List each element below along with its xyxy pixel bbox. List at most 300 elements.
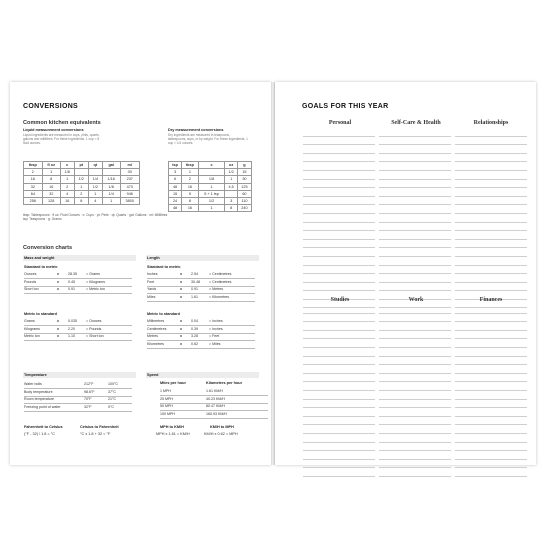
conversion-cell: x xyxy=(57,326,59,331)
writing-line[interactable] xyxy=(455,137,527,146)
writing-line[interactable] xyxy=(303,357,375,366)
writing-line[interactable] xyxy=(303,314,375,323)
conversion-cell: = Grams xyxy=(86,272,100,276)
table-cell: 5 + 1 tsp xyxy=(198,190,225,197)
writing-line[interactable] xyxy=(455,339,527,348)
table-cell: 8 xyxy=(42,176,60,183)
writing-line[interactable] xyxy=(455,248,527,257)
liquid-desc: Liquid ingredients are measured in cups, pints, quarts, gallons and millilitres. For these ingredients, 1 cup = 8 fluid ounces. xyxy=(23,133,100,145)
table-cell: 1 xyxy=(198,205,225,212)
table-cell: 1 xyxy=(60,176,74,183)
column-self-care: Self-Care & Health xyxy=(391,120,441,126)
writing-line[interactable] xyxy=(455,322,527,331)
table-row xyxy=(169,197,252,204)
conversion-cell: = Metres xyxy=(209,287,224,291)
writing-line[interactable] xyxy=(303,391,375,400)
writing-line[interactable] xyxy=(455,417,527,426)
length-sub2: Metric to standard xyxy=(147,312,180,316)
writing-line[interactable] xyxy=(455,468,527,477)
conversion-cell: = Kilometres xyxy=(209,294,230,299)
conversion-row xyxy=(24,404,134,411)
table-header-row xyxy=(24,162,140,169)
writing-line[interactable] xyxy=(379,223,451,232)
writing-line[interactable] xyxy=(455,451,527,460)
writing-line[interactable] xyxy=(303,382,375,391)
conversion-cell: = Kilograms xyxy=(86,279,106,284)
table-cell: 1 xyxy=(182,169,199,176)
conversion-cell: x xyxy=(180,319,182,323)
table-row xyxy=(24,190,140,197)
conversion-cell: x xyxy=(57,272,59,276)
personal-lines[interactable] xyxy=(303,128,375,308)
conversion-cell: Metres xyxy=(147,334,158,338)
writing-line[interactable] xyxy=(379,460,451,469)
writing-line[interactable] xyxy=(303,417,375,426)
conversion-row xyxy=(147,286,257,293)
conversion-cell: = Inches xyxy=(209,326,223,331)
table-cell: 1 xyxy=(88,190,102,197)
table-row xyxy=(24,169,140,176)
writing-line[interactable] xyxy=(379,408,451,417)
conversion-cell: 30.48 xyxy=(191,279,200,284)
conversion-cell: 80.47 KM/H xyxy=(206,404,225,408)
to-kmh-formula: MPH x 1.61 = KM/H xyxy=(156,432,190,436)
speed-col1: Miles per hour xyxy=(160,381,186,385)
dry-table xyxy=(168,161,252,212)
conversion-cell: 50 MPH xyxy=(160,404,173,408)
table-cell: 256 xyxy=(24,197,43,204)
table-cell xyxy=(74,169,88,176)
writing-line[interactable] xyxy=(303,128,375,137)
table-cell xyxy=(102,169,120,176)
writing-line[interactable] xyxy=(303,171,375,180)
table-cell: 1/2 xyxy=(225,169,237,176)
to-mph-label: KM/H to MPH xyxy=(210,425,234,429)
writing-line[interactable] xyxy=(303,443,375,452)
table-cell: 946 xyxy=(120,190,139,197)
table-row xyxy=(169,183,252,190)
writing-line[interactable] xyxy=(303,434,375,443)
writing-line[interactable] xyxy=(379,137,451,146)
writing-line[interactable] xyxy=(455,357,527,366)
writing-line[interactable] xyxy=(379,468,451,477)
length-header: Length xyxy=(146,255,259,261)
writing-line[interactable] xyxy=(379,283,451,292)
writing-line[interactable] xyxy=(303,468,375,477)
writing-line[interactable] xyxy=(455,154,527,163)
writing-line[interactable] xyxy=(303,240,375,249)
writing-line[interactable] xyxy=(379,205,451,214)
row-divider xyxy=(24,411,132,412)
table-cell: 8 xyxy=(225,205,237,212)
finances-lines[interactable] xyxy=(455,305,527,477)
table-cell: 8 xyxy=(182,197,199,204)
conversion-cell: Centimetres xyxy=(147,326,167,331)
writing-line[interactable] xyxy=(303,331,375,340)
writing-line[interactable] xyxy=(379,339,451,348)
table-cell: 1/8 xyxy=(198,176,225,183)
writing-line[interactable] xyxy=(379,154,451,163)
writing-line[interactable] xyxy=(455,283,527,292)
writing-line[interactable] xyxy=(303,266,375,275)
table-cell: 1/4 xyxy=(102,190,120,197)
writing-line[interactable] xyxy=(455,425,527,434)
conversion-cell: 0.45 xyxy=(68,279,75,284)
writing-line[interactable] xyxy=(455,331,527,340)
table-cell: 2 xyxy=(182,176,199,183)
writing-line[interactable] xyxy=(303,451,375,460)
writing-line[interactable] xyxy=(379,305,451,314)
writing-line[interactable] xyxy=(455,128,527,137)
writing-line[interactable] xyxy=(379,128,451,137)
writing-line[interactable] xyxy=(455,382,527,391)
conversion-cell: = Short ton xyxy=(86,334,104,338)
table-cell: c xyxy=(60,162,74,169)
conversion-cell: 37°C xyxy=(108,389,117,394)
table-cell: 16 xyxy=(24,176,43,183)
table-cell: 8 xyxy=(74,197,88,204)
conversion-cell: 0.62 xyxy=(191,341,198,346)
writing-line[interactable] xyxy=(379,231,451,240)
row-divider xyxy=(24,293,132,294)
table-cell: tbsp xyxy=(182,162,199,169)
writing-line[interactable] xyxy=(455,434,527,443)
writing-line[interactable] xyxy=(379,374,451,383)
conversion-cell: Yards xyxy=(147,287,157,291)
conversion-row xyxy=(24,389,134,396)
column-relationships: Relationships xyxy=(473,120,509,126)
conversion-cell: Pounds xyxy=(24,279,37,284)
table-cell: 4 xyxy=(88,197,102,204)
table-cell: 1 xyxy=(42,169,60,176)
writing-line[interactable] xyxy=(379,171,451,180)
conversion-row xyxy=(160,403,270,410)
writing-line[interactable] xyxy=(455,205,527,214)
table-cell: tsp xyxy=(169,162,182,169)
dry-heading: Dry measurement conversions xyxy=(168,128,224,132)
writing-line[interactable] xyxy=(455,223,527,232)
table-cell: 3800 xyxy=(120,197,139,204)
writing-line[interactable] xyxy=(303,248,375,257)
writing-line[interactable] xyxy=(303,223,375,232)
conversion-cell: Ounces xyxy=(24,272,37,276)
row-divider xyxy=(160,418,268,419)
conversion-row xyxy=(160,388,270,395)
f2c-label: Fahrenheit to Celsius xyxy=(24,425,63,429)
conversion-cell: Short ton xyxy=(24,287,39,291)
conversion-cell: 70°F xyxy=(84,397,92,401)
conversion-cell: 100 MPH xyxy=(160,411,175,416)
table-cell: 4 xyxy=(60,190,74,197)
length-sub1: Standard to metric xyxy=(147,265,181,269)
conversion-cell: = Centimetres xyxy=(209,272,232,276)
writing-line[interactable] xyxy=(379,197,451,206)
conversion-cell: 3.28 xyxy=(191,334,198,338)
left-page xyxy=(10,82,271,465)
writing-line[interactable] xyxy=(455,443,527,452)
writing-line[interactable] xyxy=(455,162,527,171)
writing-line[interactable] xyxy=(379,162,451,171)
conversion-row xyxy=(24,286,134,293)
conversion-cell: 21°C xyxy=(108,397,117,401)
table-cell: 1/8 xyxy=(102,183,120,190)
writing-line[interactable] xyxy=(379,443,451,452)
conversion-cell: x xyxy=(180,279,182,284)
writing-line[interactable] xyxy=(379,382,451,391)
conversion-row xyxy=(24,318,134,325)
writing-line[interactable] xyxy=(455,391,527,400)
writing-line[interactable] xyxy=(303,257,375,266)
self-care-lines[interactable] xyxy=(379,128,451,308)
table-cell: 1/2 xyxy=(74,176,88,183)
writing-line[interactable] xyxy=(455,400,527,409)
conversion-row xyxy=(147,271,257,278)
row-divider xyxy=(147,348,255,349)
table-cell: 1 xyxy=(74,183,88,190)
liquid-table xyxy=(23,161,140,205)
mass-sub2: Metric to standard xyxy=(24,312,57,316)
charts-title: Conversion charts xyxy=(23,245,73,251)
table-row xyxy=(169,190,252,197)
writing-line[interactable] xyxy=(455,314,527,323)
table-cell: oz xyxy=(225,162,237,169)
conversion-row xyxy=(160,396,270,403)
mass-sub1: Standard to metric xyxy=(24,265,58,269)
writing-line[interactable] xyxy=(455,197,527,206)
writing-line[interactable] xyxy=(303,400,375,409)
writing-line[interactable] xyxy=(303,365,375,374)
writing-line[interactable] xyxy=(379,357,451,366)
writing-line[interactable] xyxy=(455,231,527,240)
work-lines[interactable] xyxy=(379,305,451,477)
table-row xyxy=(169,205,252,212)
conversion-cell: 0.04 xyxy=(191,319,198,323)
table-cell: 64 xyxy=(24,190,43,197)
conversion-cell: x xyxy=(57,279,59,284)
writing-line[interactable] xyxy=(379,240,451,249)
table-cell: g xyxy=(237,162,251,169)
writing-line[interactable] xyxy=(455,240,527,249)
writing-line[interactable] xyxy=(303,214,375,223)
conversion-cell: 1 MPH xyxy=(160,389,171,393)
table-row xyxy=(169,176,252,183)
writing-line[interactable] xyxy=(303,305,375,314)
writing-line[interactable] xyxy=(379,214,451,223)
writing-line[interactable] xyxy=(379,180,451,189)
conversion-cell: Inches xyxy=(147,272,158,276)
to-mph-formula: KM/H x 0.62 = MPH xyxy=(204,432,238,436)
writing-line[interactable] xyxy=(303,339,375,348)
conversion-cell: Feet xyxy=(147,279,155,284)
conversion-cell: 28.35 xyxy=(68,272,77,276)
conversion-cell: 98.6°F xyxy=(84,389,95,394)
writing-line[interactable] xyxy=(303,408,375,417)
writing-line[interactable] xyxy=(303,137,375,146)
conversion-row xyxy=(160,411,270,418)
table-cell: 6 xyxy=(169,176,182,183)
conversion-cell: = Inches xyxy=(209,319,223,323)
conversion-row xyxy=(24,396,134,403)
conversion-cell: x xyxy=(180,287,182,291)
writing-line[interactable] xyxy=(379,145,451,154)
table-cell xyxy=(198,169,225,176)
writing-line[interactable] xyxy=(455,214,527,223)
table-cell: 16 xyxy=(182,205,199,212)
conversion-row xyxy=(147,326,257,333)
writing-line[interactable] xyxy=(303,374,375,383)
table-header-row xyxy=(169,162,252,169)
writing-line[interactable] xyxy=(303,283,375,292)
table-cell: 16 xyxy=(42,183,60,190)
writing-line[interactable] xyxy=(303,425,375,434)
conversion-cell: 100°C xyxy=(108,382,119,386)
table-cell: 4.5 xyxy=(225,183,237,190)
conversion-cell: 160.93 KM/H xyxy=(206,411,227,416)
conversion-cell: 212°F xyxy=(84,382,94,386)
writing-line[interactable] xyxy=(379,188,451,197)
right-page xyxy=(275,82,536,465)
table-cell: 24 xyxy=(169,197,182,204)
table-cell xyxy=(225,190,237,197)
table-cell: 30 xyxy=(237,176,251,183)
f2c-formula: (°F - 32) / 1.8 = °C xyxy=(24,432,55,436)
writing-line[interactable] xyxy=(455,274,527,283)
conversion-row xyxy=(24,381,134,388)
studies-lines[interactable] xyxy=(303,305,375,477)
table-cell: 2 xyxy=(24,169,43,176)
conversion-row xyxy=(24,279,134,286)
conversion-cell: = Ounces xyxy=(86,319,102,323)
relationships-lines[interactable] xyxy=(455,128,527,308)
writing-line[interactable] xyxy=(303,322,375,331)
table-cell: 5 xyxy=(182,190,199,197)
table-cell: 473 xyxy=(120,183,139,190)
table-cell: 3 xyxy=(225,197,237,204)
writing-line[interactable] xyxy=(303,231,375,240)
writing-line[interactable] xyxy=(379,248,451,257)
writing-line[interactable] xyxy=(379,391,451,400)
writing-line[interactable] xyxy=(379,451,451,460)
conversion-cell: Millimetres xyxy=(147,319,165,323)
writing-line[interactable] xyxy=(379,400,451,409)
abbrev-line: tsp: Teaspoons · g: Grams xyxy=(23,217,62,222)
conversion-cell: x xyxy=(180,334,182,338)
writing-line[interactable] xyxy=(379,417,451,426)
writing-line[interactable] xyxy=(455,180,527,189)
conversion-cell: 32°F xyxy=(84,404,92,409)
table-cell xyxy=(88,169,102,176)
table-cell: 240 xyxy=(237,205,251,212)
table-cell: qt xyxy=(88,162,102,169)
conversion-cell: 0.39 xyxy=(191,326,198,331)
table-cell: c xyxy=(198,162,225,169)
speed-header: Speed xyxy=(146,372,259,378)
to-kmh-label: MPH to KM/H xyxy=(160,425,184,429)
writing-line[interactable] xyxy=(455,188,527,197)
writing-line[interactable] xyxy=(303,145,375,154)
conversion-row xyxy=(147,294,257,301)
writing-line[interactable] xyxy=(379,348,451,357)
conversion-row xyxy=(147,318,257,325)
table-cell: 16 xyxy=(182,183,199,190)
table-cell: 15 xyxy=(237,169,251,176)
writing-line[interactable] xyxy=(379,425,451,434)
speed-col2: Kilometres per hour xyxy=(206,381,243,385)
table-cell: 30 xyxy=(120,169,139,176)
writing-line[interactable] xyxy=(379,257,451,266)
column-work: Work xyxy=(408,297,424,303)
c2f-formula: °C x 1.8 + 32 = °F xyxy=(80,432,111,436)
writing-line[interactable] xyxy=(303,188,375,197)
column-finances: Finances xyxy=(479,297,503,303)
writing-line[interactable] xyxy=(379,266,451,275)
writing-line[interactable] xyxy=(379,314,451,323)
table-cell: 128 xyxy=(42,197,60,204)
writing-line[interactable] xyxy=(455,460,527,469)
table-cell: 1 xyxy=(225,176,237,183)
conversion-cell: 0.91 xyxy=(68,287,75,291)
table-cell: pt xyxy=(74,162,88,169)
table-cell: ml xyxy=(120,162,139,169)
writing-line[interactable] xyxy=(379,274,451,283)
table-cell: 48 xyxy=(169,183,182,190)
writing-line[interactable] xyxy=(379,434,451,443)
conversion-cell: 0°C xyxy=(108,404,115,409)
conversion-cell: Kilograms xyxy=(24,326,40,331)
table-cell: fl oz xyxy=(42,162,60,169)
table-row xyxy=(169,169,252,176)
writing-line[interactable] xyxy=(303,154,375,163)
writing-line[interactable] xyxy=(303,274,375,283)
table-cell: 110 xyxy=(237,197,251,204)
writing-line[interactable] xyxy=(303,180,375,189)
writing-line[interactable] xyxy=(303,460,375,469)
conversion-cell: 25 MPH xyxy=(160,396,173,401)
writing-line[interactable] xyxy=(455,145,527,154)
writing-line[interactable] xyxy=(303,197,375,206)
writing-line[interactable] xyxy=(379,322,451,331)
column-studies: Studies xyxy=(330,297,350,303)
table-cell: 48 xyxy=(169,205,182,212)
writing-line[interactable] xyxy=(379,331,451,340)
conversion-cell: 1.61 xyxy=(191,294,198,299)
writing-line[interactable] xyxy=(455,171,527,180)
column-personal: Personal xyxy=(328,120,352,126)
conversion-cell: x xyxy=(180,294,182,299)
writing-line[interactable] xyxy=(455,365,527,374)
writing-line[interactable] xyxy=(455,348,527,357)
writing-line[interactable] xyxy=(455,266,527,275)
writing-line[interactable] xyxy=(303,348,375,357)
writing-line[interactable] xyxy=(455,305,527,314)
conversion-cell: Metric ton xyxy=(24,334,40,338)
writing-line[interactable] xyxy=(303,162,375,171)
table-cell: 16 xyxy=(60,197,74,204)
conversion-cell: x xyxy=(180,272,182,276)
conversion-cell: Kilometres xyxy=(147,341,164,346)
table-cell: 125 xyxy=(237,183,251,190)
conversion-cell: 0.035 xyxy=(68,319,77,323)
conversion-cell: Miles xyxy=(147,294,156,299)
writing-line[interactable] xyxy=(303,205,375,214)
writing-line[interactable] xyxy=(455,257,527,266)
writing-line[interactable] xyxy=(455,408,527,417)
writing-line[interactable] xyxy=(379,365,451,374)
abbrev-legend xyxy=(23,213,258,222)
writing-line[interactable] xyxy=(455,374,527,383)
conversion-cell: = Miles xyxy=(209,341,221,346)
conversion-cell: 0.91 xyxy=(191,287,198,291)
